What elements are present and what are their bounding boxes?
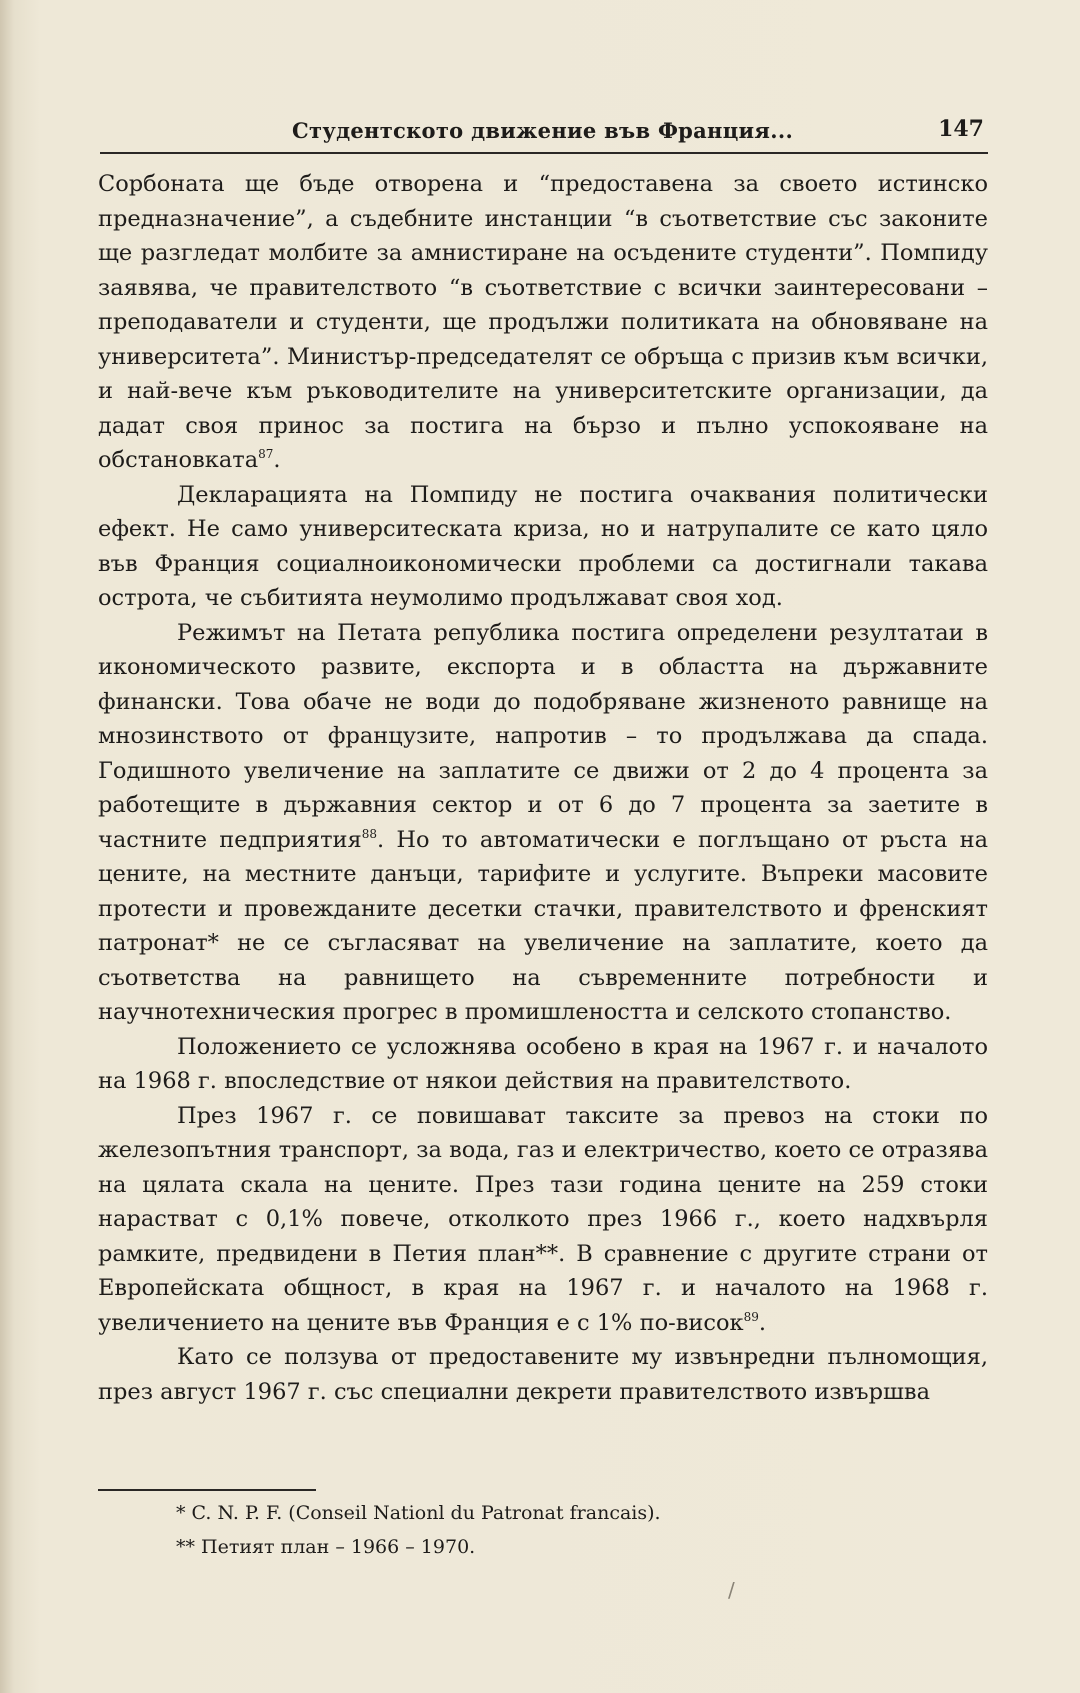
footnote-cnpf: * C. N. P. F. (Conseil Nationl du Patronat francais). — [176, 1502, 661, 1524]
paragraph-text: Сорбоната ще бъде отворена и “предоставена за своето истинско предназначение”, а съдебните инстанции “в съответствие със законите ще разгледат молбите за амнистиране на осъдените студенти”. Помпиду заявява, че правителството “в съответствие с всички заинтересовани – преподаватели и студенти, ще продължи политиката на обновяване на университета”. Министър-председателят се обръща с призив към всички, и най-вече към ръководителите на университетските организации, да дадат своя принос за постига на бързо и пълно успокояване на обстановката — [98, 171, 988, 473]
paragraph — [98, 616, 988, 1030]
page-number: 147 — [938, 116, 984, 142]
paragraph-text: Като се ползува от предоставените му извънредни пълномощия, през август 1967 г. със специални декрети правителството извършва — [98, 1344, 988, 1405]
paragraph — [98, 1099, 988, 1341]
paragraph-text: . — [273, 447, 281, 473]
paragraph — [98, 1030, 988, 1099]
footnote-reference: 89 — [743, 1309, 759, 1324]
footnotes — [176, 1496, 876, 1564]
stray-mark: / — [728, 1578, 735, 1602]
paragraph-text: Декларацията на Помпиду не постига очаквания политически ефект. Не само университеската криза, но и натрупалите се като цяло във Франция социалноикономически проблеми са достигнали такава острота, че събитията неумолимо продължават своя ход. — [98, 481, 988, 611]
footnote-rule — [98, 1489, 316, 1491]
page-header — [100, 116, 988, 150]
paragraph-text: Положението се усложнява особено в края на 1967 г. и началото на 1968 г. впоследствие от някои действия на правителството. — [98, 1033, 988, 1094]
paragraph-text: . Но то автоматически е поглъщано от ръста на цените, на местните данъци, тарифите и услугите. Въпреки масовите протести и провежданите десетки стачки, правителството и френският патронат* не се съгласяват на увеличение на заплатите, което да съответства на равнището на съвременните потребности и научнотехническия прогрес в промишлеността и селското стопанство. — [98, 826, 989, 1025]
footnote-reference: 87 — [258, 447, 274, 461]
paragraph-text: . — [758, 1309, 767, 1336]
paragraph — [98, 167, 988, 478]
paragraph — [98, 1340, 988, 1409]
running-title: Студентското движение във Франция... — [292, 118, 794, 143]
paragraph-text: През 1967 г. се повишават таксите за превоз на стоки по железопътния транспорт, за вода, газ и електричество, което се отразява на цялата скала на цените. През тази година цените на 259 стоки нарастват с 0,1% повече, отколкото през 1966 г., което надхвърля рамките, предвидени в Петия план**. В сравнение с другите страни от Европейската общност, в края на 1967 г. и началото на 1968 г. увеличението на цените във Франция е с 1% по-висок — [98, 1102, 988, 1336]
header-rule — [100, 152, 988, 154]
paragraph-text: Режимът на Петата република постига определени резултатаи в икономическото развите, експорта и в областта на държавните финански. Това обаче не води до подобряване жизненото равнище на мнозинството от французите, напротив – то продължава да спада. Годишното увеличение на заплатите се движи от 2 до 4 процента за работещите в държавния сектор и от 6 до 7 процента за заетите в частните педприятия — [98, 619, 988, 853]
footnote-reference: 88 — [361, 826, 377, 841]
paragraph — [98, 478, 988, 616]
footnote-fifth-plan: ** Петият план – 1966 – 1970. — [176, 1536, 476, 1558]
body-text — [98, 167, 988, 1409]
